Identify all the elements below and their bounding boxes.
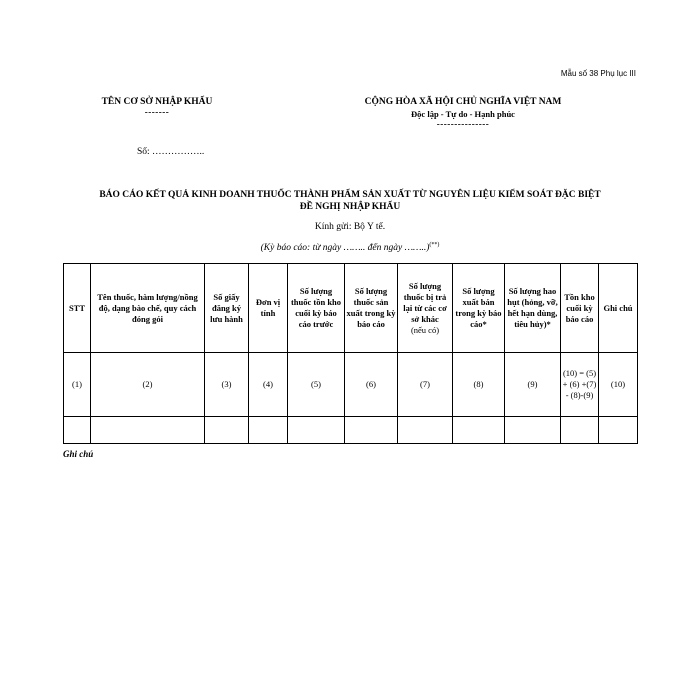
header-cell: Số lượng xuất bán trong kỳ báo cáo* [453, 264, 505, 353]
table-cell [205, 417, 249, 444]
column-number-cell: (6) [345, 353, 398, 417]
report-table [63, 263, 638, 444]
column-number-cell: (10) [599, 353, 638, 417]
column-number-cell: (9) [505, 353, 561, 417]
country-name: CỘNG HÒA XÃ HỘI CHỦ NGHĨA VIỆT NAM [364, 97, 562, 107]
national-motto: Độc lập - Tự do - Hạnh phúc [411, 109, 515, 119]
table-cell [453, 417, 505, 444]
table-cell [561, 417, 599, 444]
header-cell: Tồn kho cuối kỳ báo cáo [561, 264, 599, 353]
column-number-cell: (7) [398, 353, 453, 417]
report-title-line-2: ĐỀ NGHỊ NHẬP KHẨU [299, 202, 401, 212]
header-cell: Số giấy đăng ký lưu hành [205, 264, 249, 353]
column-number-cell: (8) [453, 353, 505, 417]
table-cell [599, 417, 638, 444]
column-number-cell: (2) [91, 353, 205, 417]
national-header [318, 96, 608, 129]
column-number-cell: (1) [64, 353, 91, 417]
column-number-cell: (3) [205, 353, 249, 417]
table-cell [91, 417, 205, 444]
form-number: Mẫu số 38 Phụ lục III [560, 69, 636, 78]
report-title [60, 189, 640, 213]
table-cell [398, 417, 453, 444]
column-number-cell: (4) [249, 353, 288, 417]
report-title-line-1: BÁO CÁO KẾT QUẢ KINH DOANH THUỐC THÀNH PHẨM SẢN XUẤT TỪ NGUYÊN LIỆU KIỂM SOÁT ĐẶC BIỆT [99, 190, 601, 200]
report-period-text: (Kỳ báo cáo: từ ngày …….. đến ngày ……..) [260, 243, 430, 254]
notes-label: Ghi chú [63, 449, 94, 459]
column-number-row [64, 353, 638, 417]
table-cell [288, 417, 345, 444]
report-period-mark: (**) [429, 242, 440, 248]
header-cell: Số lượng thuốc tồn kho cuối kỳ báo cáo trước [288, 264, 345, 353]
header-cell [398, 264, 453, 353]
table-row [64, 417, 638, 444]
table-cell [249, 417, 288, 444]
header-cell-note: (nếu có) [410, 324, 440, 335]
issuer-divider: ------- [144, 107, 170, 117]
recipient: Kính gửi: Bộ Y tế. [314, 222, 386, 232]
document-number: Số: …………….. [137, 147, 205, 157]
table-cell [345, 417, 398, 444]
table-cell [64, 417, 91, 444]
header-cell: Số lượng hao hụt (hỏng, vỡ, hết hạn dùng, tiêu hủy)* [505, 264, 561, 353]
table-cell [505, 417, 561, 444]
header-cell: Số lượng thuốc sản xuất trong kỳ báo cáo [345, 264, 398, 353]
header-cell-text: Số lượng thuốc bị trả lại từ các cơ sở khác [403, 280, 447, 324]
header-cell: Ghi chú [599, 264, 638, 353]
issuer-name: TÊN CƠ SỞ NHẬP KHẨU [101, 97, 213, 107]
header-cell: STT [64, 264, 91, 353]
header-cell: Tên thuốc, hàm lượng/nồng độ, dạng bào chế, quy cách đóng gói [91, 264, 205, 353]
motto-divider: --------------- [436, 119, 490, 129]
column-number-cell: (5) [288, 353, 345, 417]
header-cell: Đơn vị tính [249, 264, 288, 353]
issuer-header [92, 96, 222, 117]
table-header-row [64, 264, 638, 353]
report-period [60, 242, 640, 253]
column-number-cell: (10) = (5) + (6) +(7) - (8)-(9) [561, 353, 599, 417]
